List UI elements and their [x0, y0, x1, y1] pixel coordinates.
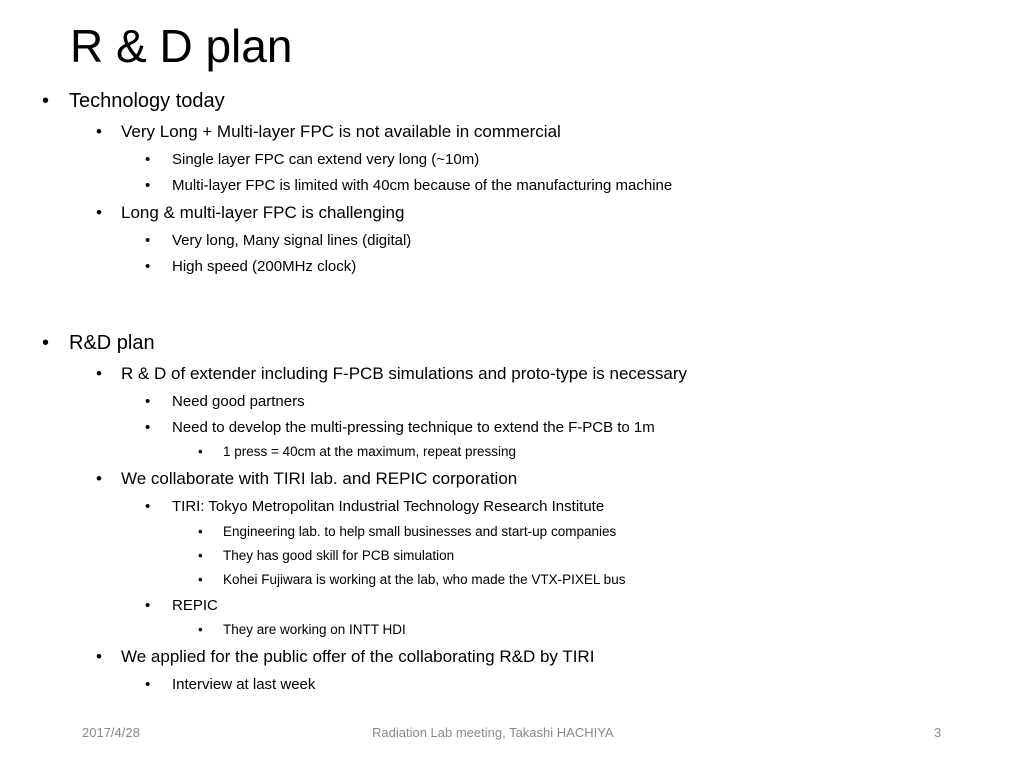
list-item: Long & multi-layer FPC is challenging — [121, 203, 405, 222]
list-item: They has good skill for PCB simulation — [223, 548, 455, 563]
bullet-marker: • — [42, 332, 50, 354]
list-item: We applied for the public offer of the collaborating R&D by TIRI — [121, 647, 595, 666]
bullet-marker: • — [96, 364, 102, 383]
list-item: Very long, Many signal lines (digital) — [172, 232, 412, 249]
bullet-marker: • — [145, 419, 151, 436]
bullet-marker: • — [96, 469, 102, 488]
list-item: Multi-layer FPC is limited with 40cm because of the manufacturing machine — [172, 177, 673, 194]
list-item: Kohei Fujiwara is working at the lab, who made the VTX-PIXEL bus — [223, 572, 626, 587]
list-item: Need to develop the multi-pressing technique to extend the F-PCB to 1m — [172, 419, 655, 436]
bullet-marker: • — [96, 122, 102, 141]
bullet-marker: • — [145, 676, 151, 693]
list-item: Single layer FPC can extend very long (~10m) — [172, 151, 480, 168]
list-item: 1 press = 40cm at the maximum, repeat pressing — [223, 444, 517, 459]
list-item: REPIC — [172, 597, 218, 614]
bullet-marker: • — [198, 622, 203, 637]
list-item: Very Long + Multi-layer FPC is not available in commercial — [121, 122, 561, 141]
bullet-marker: • — [145, 177, 151, 194]
footer-date: 2017/4/28 — [82, 725, 140, 740]
bullet-marker: • — [198, 548, 203, 563]
list-item: They are working on INTT HDI — [223, 622, 406, 637]
bullet-marker: • — [96, 647, 102, 666]
list-item: TIRI: Tokyo Metropolitan Industrial Technology Research Institute — [172, 498, 605, 515]
list-item: We collaborate with TIRI lab. and REPIC corporation — [121, 469, 518, 488]
bullet-marker: • — [145, 151, 151, 168]
bullet-marker: • — [145, 393, 151, 410]
bullet-marker: • — [42, 90, 50, 112]
bullet-marker: • — [145, 232, 151, 249]
list-item: High speed (200MHz clock) — [172, 258, 357, 275]
bullet-marker: • — [198, 572, 203, 587]
footer-center-text: Radiation Lab meeting, Takashi HACHIYA — [372, 725, 614, 740]
list-item: R & D of extender including F-PCB simulations and proto-type is necessary — [121, 364, 687, 383]
list-item: R&D plan — [69, 332, 155, 354]
list-item: Interview at last week — [172, 676, 316, 693]
bullet-marker: • — [145, 498, 151, 515]
list-item: Technology today — [69, 90, 225, 112]
page-title: R & D plan — [70, 20, 293, 72]
list-item: Need good partners — [172, 393, 305, 410]
list-item: Engineering lab. to help small businesses and start-up companies — [223, 524, 617, 539]
bullet-marker: • — [145, 258, 151, 275]
bullet-marker: • — [96, 203, 102, 222]
bullet-marker: • — [198, 524, 203, 539]
page-number: 3 — [934, 725, 942, 740]
bullet-marker: • — [198, 444, 203, 459]
bullet-marker: • — [145, 597, 151, 614]
